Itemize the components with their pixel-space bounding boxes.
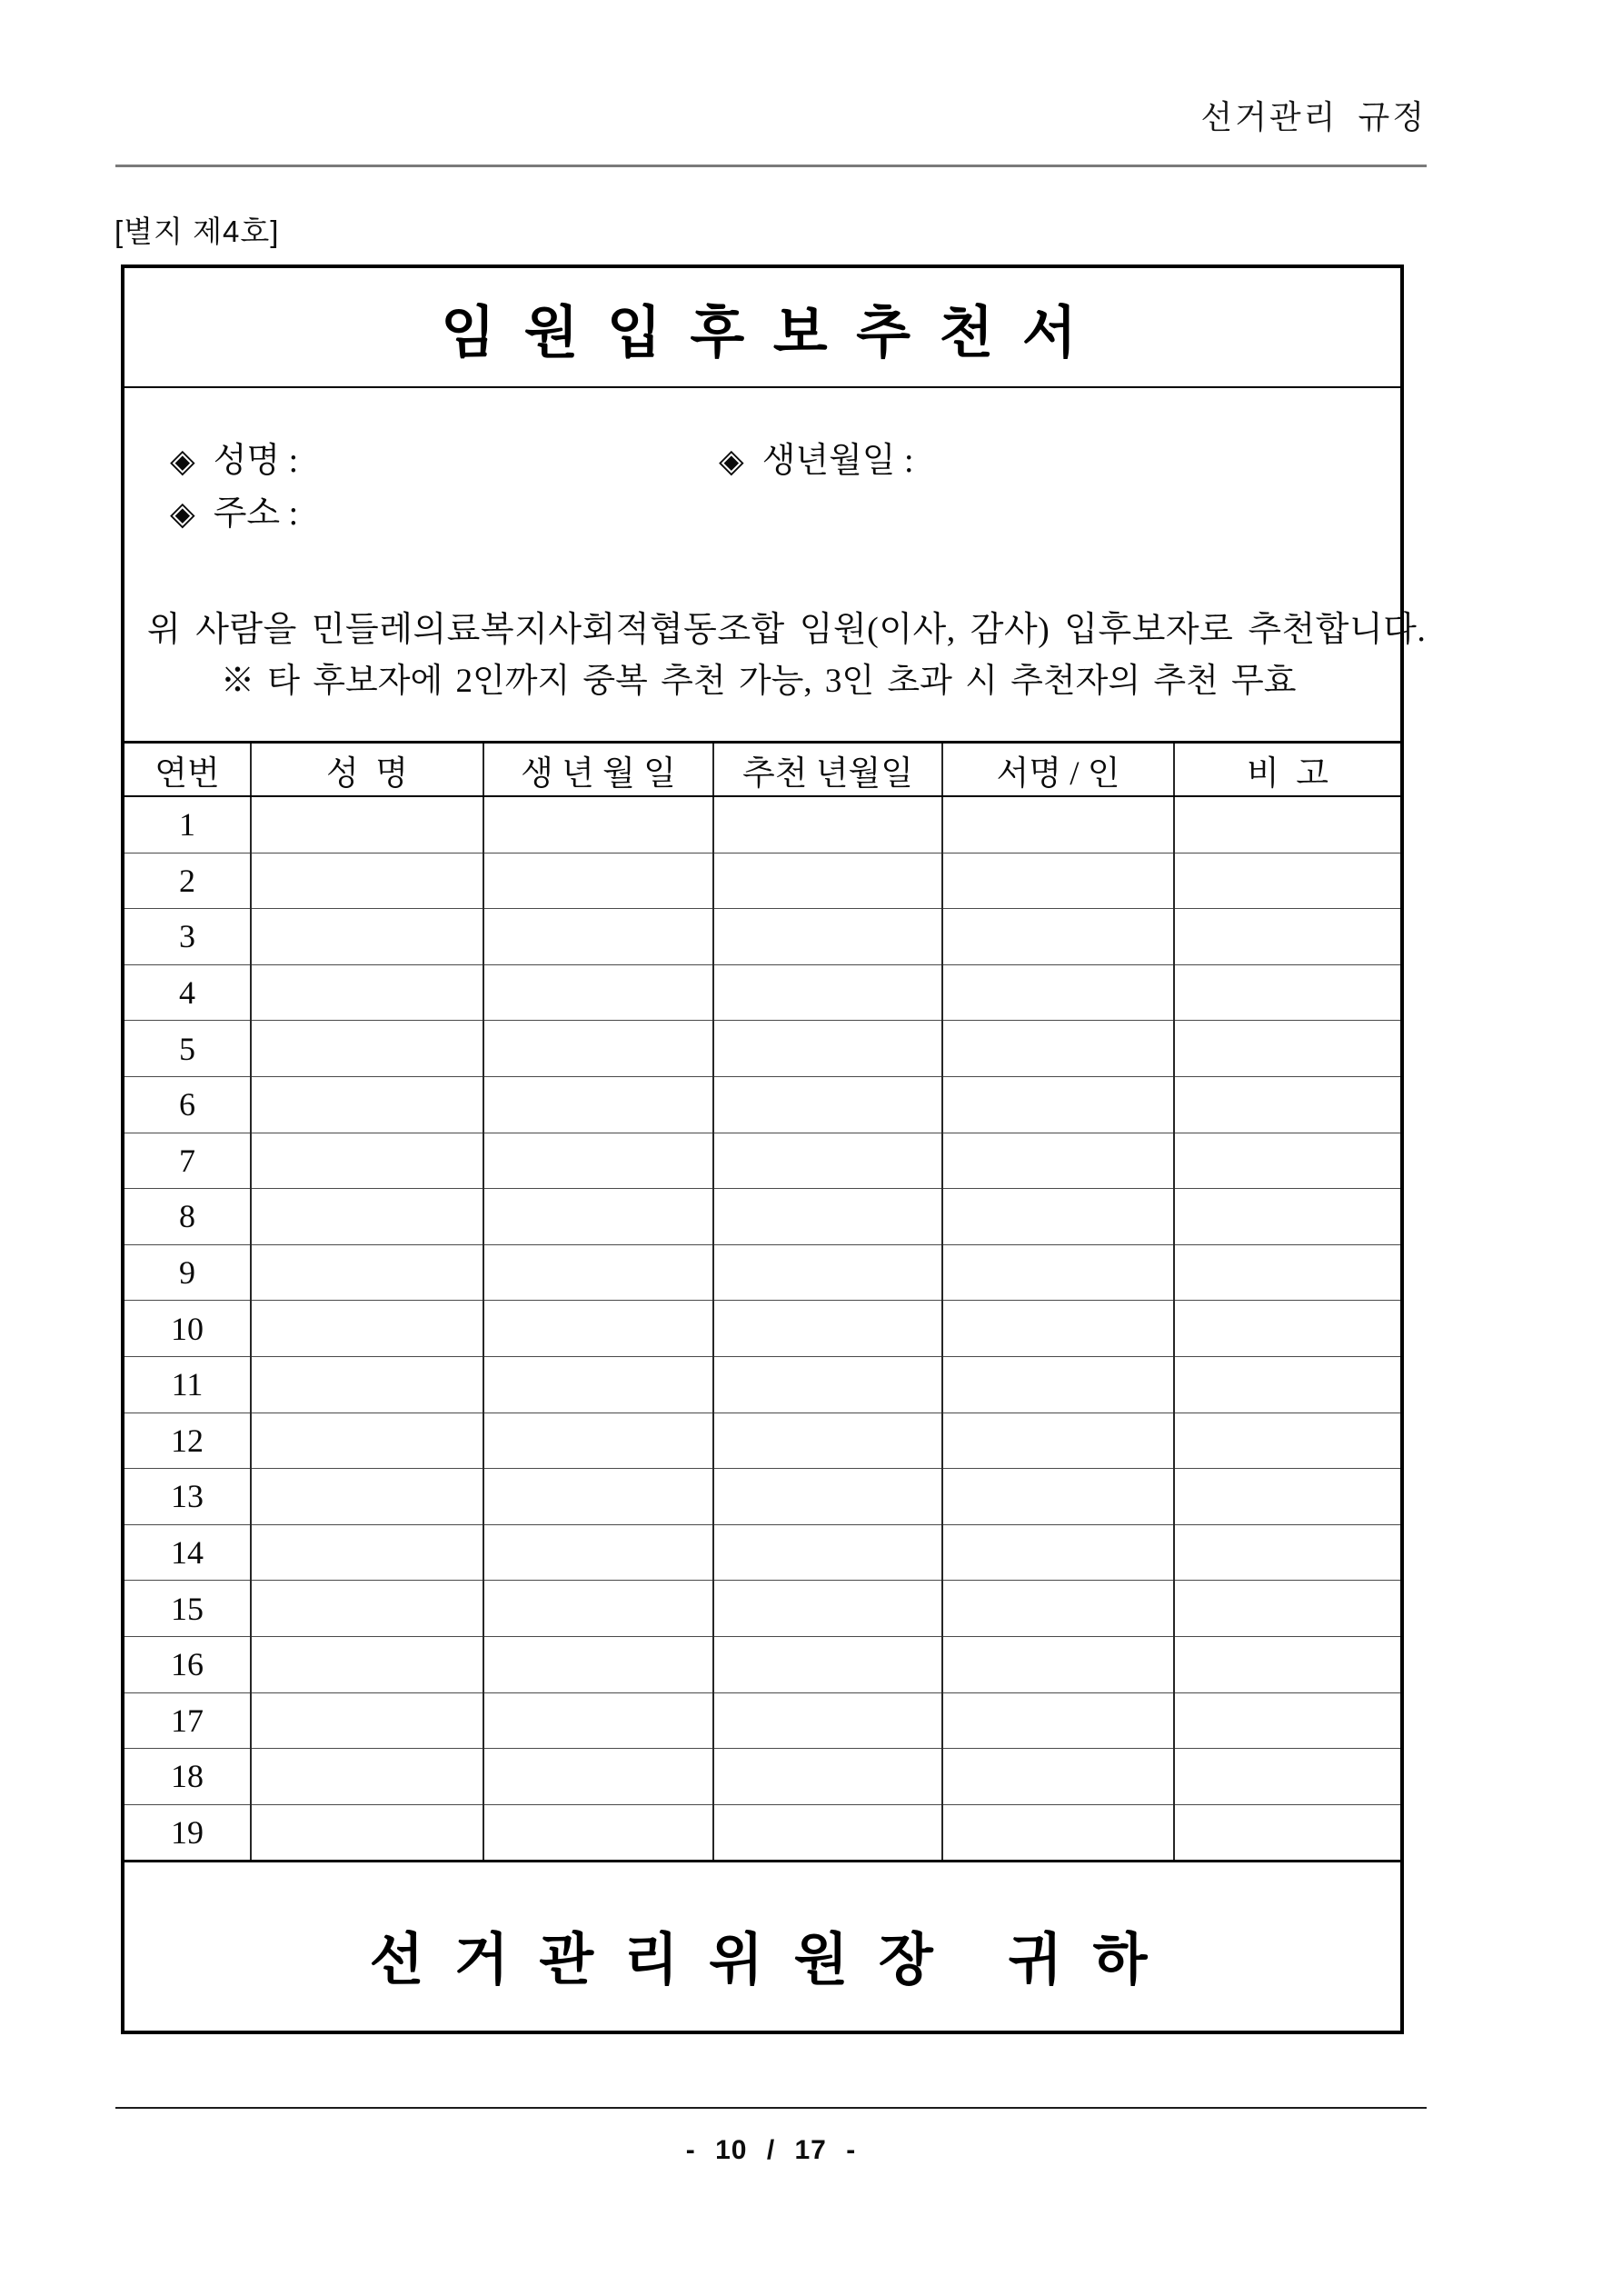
cell-date — [713, 853, 942, 909]
cell-note — [1174, 1301, 1400, 1357]
cell-birth — [483, 853, 713, 909]
cell-no: 8 — [124, 1189, 251, 1245]
cell-sign — [942, 1356, 1174, 1413]
cell-sign — [942, 1692, 1174, 1749]
cell-sign — [942, 964, 1174, 1021]
cell-no: 13 — [124, 1469, 251, 1525]
cell-birth — [483, 964, 713, 1021]
table-row — [124, 1301, 1400, 1357]
cell-birth — [483, 1133, 713, 1189]
table-row — [124, 1524, 1400, 1581]
diamond-icon: ◈ — [170, 443, 195, 479]
column-header-no: 연번 — [124, 743, 251, 797]
cell-sign — [942, 1244, 1174, 1301]
cell-date — [713, 1356, 942, 1413]
cell-date — [713, 1804, 942, 1862]
cell-note — [1174, 964, 1400, 1021]
recommendation-note: ※ 타 후보자에 2인까지 중복 추천 가능, 3인 초과 시 추천자의 추천 무효 — [221, 663, 1297, 700]
column-header-sign: 서명 / 인 — [942, 743, 1174, 797]
cell-no: 1 — [124, 796, 251, 853]
cell-no: 7 — [124, 1133, 251, 1189]
cell-birth — [483, 1469, 713, 1525]
cell-birth — [483, 1301, 713, 1357]
document-header-title: 선거관리 규정 — [1200, 99, 1427, 135]
cell-name — [251, 964, 483, 1021]
cell-note — [1174, 1133, 1400, 1189]
cell-sign — [942, 1636, 1174, 1692]
recommenders-table — [124, 741, 1400, 1862]
cell-no: 19 — [124, 1804, 251, 1862]
table-row — [124, 796, 1400, 853]
table-body — [124, 796, 1400, 1862]
cell-note — [1174, 1636, 1400, 1692]
cell-sign — [942, 1189, 1174, 1245]
cell-note — [1174, 1524, 1400, 1581]
recommendation-statement: 위 사람을 민들레의료복지사회적협동조합 임원(이사, 감사) 입후보자로 추천합니다. — [147, 611, 1427, 649]
cell-date — [713, 1749, 942, 1805]
cell-date — [713, 1692, 942, 1749]
cell-note — [1174, 1076, 1400, 1133]
cell-name — [251, 1469, 483, 1525]
table-row — [124, 909, 1400, 965]
cell-birth — [483, 1244, 713, 1301]
cell-no: 6 — [124, 1076, 251, 1133]
cell-date — [713, 1189, 942, 1245]
cell-sign — [942, 1301, 1174, 1357]
cell-date — [713, 1244, 942, 1301]
table-row — [124, 1413, 1400, 1469]
cell-date — [713, 1581, 942, 1637]
cell-no: 9 — [124, 1244, 251, 1301]
cell-name — [251, 1413, 483, 1469]
cell-date — [713, 1076, 942, 1133]
cell-no: 2 — [124, 853, 251, 909]
cell-note — [1174, 909, 1400, 965]
cell-name — [251, 1749, 483, 1805]
cell-no: 17 — [124, 1692, 251, 1749]
cell-sign — [942, 796, 1174, 853]
table-row — [124, 1133, 1400, 1189]
cell-birth — [483, 1804, 713, 1862]
cell-name — [251, 1804, 483, 1862]
table-row — [124, 964, 1400, 1021]
header-divider — [115, 165, 1427, 167]
cell-birth — [483, 796, 713, 853]
closing-cell — [124, 1878, 1400, 2031]
cell-name — [251, 1301, 483, 1357]
cell-note — [1174, 1581, 1400, 1637]
cell-note — [1174, 1749, 1400, 1805]
cell-date — [713, 1469, 942, 1525]
birthdate-field-label: 생년월일 : — [761, 442, 914, 480]
table-row — [124, 1581, 1400, 1637]
cell-sign — [942, 1581, 1174, 1637]
cell-sign — [942, 1413, 1174, 1469]
cell-birth — [483, 1356, 713, 1413]
form-title-cell — [124, 268, 1400, 388]
cell-birth — [483, 1749, 713, 1805]
cell-sign — [942, 1804, 1174, 1862]
name-field-label: 성명 : — [213, 442, 299, 480]
cell-sign — [942, 1021, 1174, 1077]
cell-no: 15 — [124, 1581, 251, 1637]
cell-date — [713, 1301, 942, 1357]
cell-note — [1174, 1413, 1400, 1469]
cell-name — [251, 1076, 483, 1133]
diamond-icon: ◈ — [719, 443, 744, 479]
cell-note — [1174, 853, 1400, 909]
cell-note — [1174, 796, 1400, 853]
attachment-number-label: [별지 제4호] — [114, 215, 280, 248]
table-row — [124, 1749, 1400, 1805]
cell-birth — [483, 1021, 713, 1077]
table-row — [124, 1076, 1400, 1133]
table-row — [124, 1636, 1400, 1692]
address-field — [170, 493, 298, 534]
column-header-birth: 생 년 월 일 — [483, 743, 713, 797]
cell-birth — [483, 909, 713, 965]
cell-note — [1174, 1692, 1400, 1749]
cell-name — [251, 1636, 483, 1692]
cell-birth — [483, 1581, 713, 1637]
form-title: 임 원 입 후 보 추 천 서 — [441, 302, 1084, 364]
diamond-icon: ◈ — [170, 495, 195, 532]
cell-birth — [483, 1413, 713, 1469]
cell-sign — [942, 1076, 1174, 1133]
cell-name — [251, 1692, 483, 1749]
cell-sign — [942, 909, 1174, 965]
cell-name — [251, 909, 483, 965]
table-row — [124, 853, 1400, 909]
table-row — [124, 1356, 1400, 1413]
cell-birth — [483, 1524, 713, 1581]
table-row — [124, 1189, 1400, 1245]
cell-date — [713, 964, 942, 1021]
cell-birth — [483, 1189, 713, 1245]
cell-no: 4 — [124, 964, 251, 1021]
cell-date — [713, 796, 942, 853]
table-row — [124, 1244, 1400, 1301]
footer-divider — [115, 2107, 1427, 2109]
table-header-row — [124, 743, 1400, 797]
cell-name — [251, 1581, 483, 1637]
cell-sign — [942, 853, 1174, 909]
address-field-label: 주소 : — [213, 494, 299, 533]
cell-note — [1174, 1804, 1400, 1862]
cell-sign — [942, 1524, 1174, 1581]
cell-note — [1174, 1469, 1400, 1525]
cell-no: 3 — [124, 909, 251, 965]
cell-birth — [483, 1636, 713, 1692]
cell-name — [251, 1133, 483, 1189]
cell-name — [251, 796, 483, 853]
closing-addressee: 선 거 관 리 위 원 장 귀 하 — [369, 1929, 1156, 1992]
cell-no: 11 — [124, 1356, 251, 1413]
cell-sign — [942, 1133, 1174, 1189]
page-number: - 10 / 17 - — [685, 2135, 857, 2165]
cell-birth — [483, 1692, 713, 1749]
cell-no: 12 — [124, 1413, 251, 1469]
cell-date — [713, 1524, 942, 1581]
column-header-note: 비 고 — [1174, 743, 1400, 797]
recommendation-form — [121, 265, 1427, 2034]
table-row — [124, 1469, 1400, 1525]
cell-sign — [942, 1749, 1174, 1805]
table-row — [124, 1692, 1400, 1749]
cell-name — [251, 1021, 483, 1077]
cell-date — [713, 1133, 942, 1189]
cell-name — [251, 1244, 483, 1301]
cell-date — [713, 1413, 942, 1469]
table-row — [124, 1021, 1400, 1077]
cell-note — [1174, 1189, 1400, 1245]
column-header-date: 추천 년월일 — [713, 743, 942, 797]
cell-note — [1174, 1356, 1400, 1413]
cell-name — [251, 1189, 483, 1245]
cell-no: 5 — [124, 1021, 251, 1077]
cell-date — [713, 909, 942, 965]
cell-no: 18 — [124, 1749, 251, 1805]
column-header-name: 성 명 — [251, 743, 483, 797]
cell-date — [713, 1636, 942, 1692]
table-row — [124, 1804, 1400, 1862]
cell-name — [251, 853, 483, 909]
cell-date — [713, 1021, 942, 1077]
cell-note — [1174, 1021, 1400, 1077]
cell-note — [1174, 1244, 1400, 1301]
cell-birth — [483, 1076, 713, 1133]
cell-no: 14 — [124, 1524, 251, 1581]
cell-sign — [942, 1469, 1174, 1525]
cell-no: 16 — [124, 1636, 251, 1692]
cell-name — [251, 1356, 483, 1413]
cell-no: 10 — [124, 1301, 251, 1357]
cell-name — [251, 1524, 483, 1581]
birthdate-field — [719, 440, 914, 482]
name-field — [170, 440, 298, 482]
